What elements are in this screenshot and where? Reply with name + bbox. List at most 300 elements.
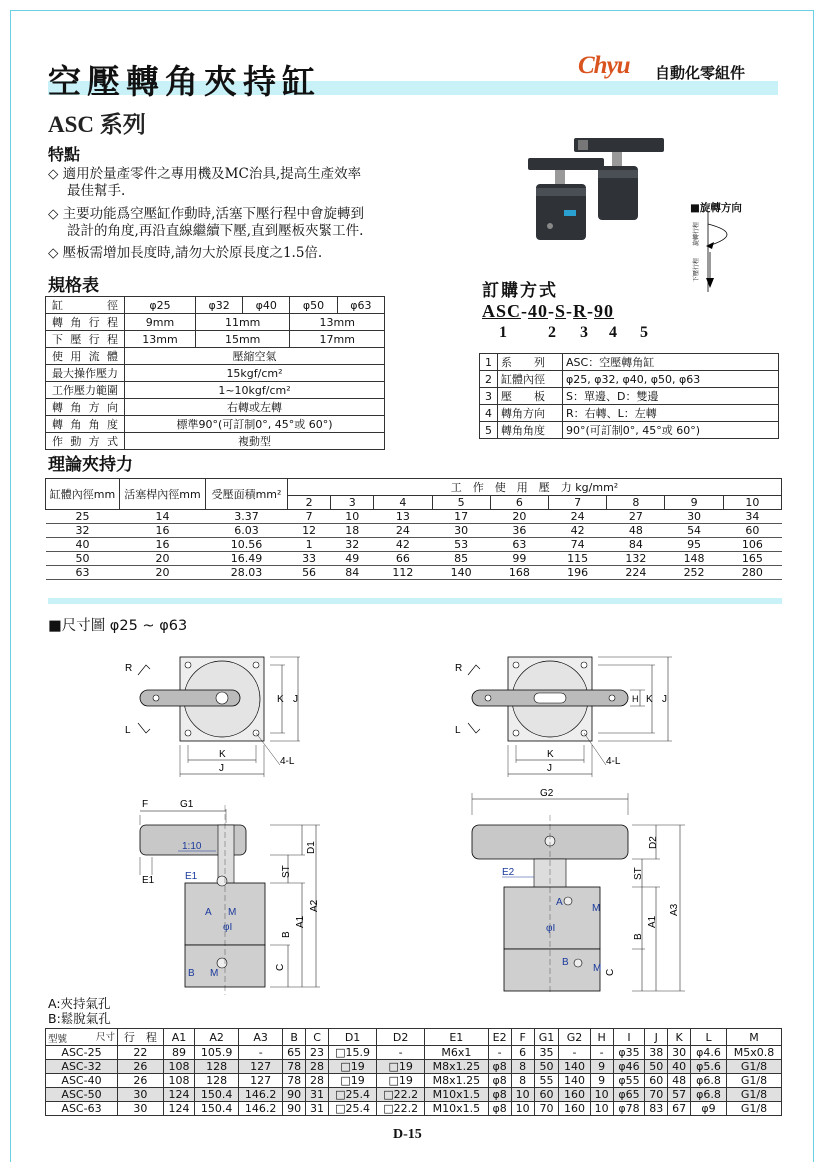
dims-cell: φ46 bbox=[613, 1060, 645, 1074]
force-cell: 16 bbox=[120, 524, 206, 538]
dim-K-label: K bbox=[646, 694, 653, 705]
force-body bbox=[46, 510, 782, 580]
force-pressure: 4 bbox=[374, 496, 432, 510]
feature-line: 設計的角度,再沿直線繼續下壓,直到壓板夾緊工件. bbox=[67, 223, 364, 239]
force-cell: 10 bbox=[331, 510, 374, 524]
feature-item-3 bbox=[48, 245, 322, 262]
force-cell: 148 bbox=[665, 552, 723, 566]
dims-cell: 48 bbox=[668, 1074, 691, 1088]
order-desc: S：單邊、D：雙邊 bbox=[563, 388, 779, 405]
dims-model: ASC-40 bbox=[46, 1074, 118, 1088]
dims-cell: 10 bbox=[511, 1088, 534, 1102]
force-cell: 13 bbox=[374, 510, 432, 524]
force-cell: 16.49 bbox=[206, 552, 288, 566]
dims-cell: M8x1.25 bbox=[425, 1060, 488, 1074]
force-cell: 165 bbox=[723, 552, 781, 566]
spec-label: 轉 角 角 度 bbox=[46, 416, 125, 433]
dims-row bbox=[46, 1074, 782, 1088]
dims-cell: G1/8 bbox=[726, 1088, 781, 1102]
dims-cell: M10x1.5 bbox=[425, 1102, 488, 1116]
spec-row bbox=[46, 348, 385, 365]
spec-label: 下 壓 行 程 bbox=[46, 331, 125, 348]
dims-cell: 10 bbox=[511, 1102, 534, 1116]
dim-ST-label: ST bbox=[633, 867, 644, 880]
dims-cell: 70 bbox=[534, 1102, 559, 1116]
force-cell: 7 bbox=[288, 510, 331, 524]
order-row bbox=[480, 405, 779, 422]
force-cell: 24 bbox=[548, 510, 606, 524]
force-cell: 1 bbox=[288, 538, 331, 552]
spec-label: 轉 角 行 程 bbox=[46, 314, 125, 331]
force-cell: 54 bbox=[665, 524, 723, 538]
spec-label: 工作壓力範圍 bbox=[46, 382, 125, 399]
dims-header-row bbox=[46, 1029, 782, 1046]
dims-cell: 150.4 bbox=[195, 1102, 239, 1116]
dims-cell: 31 bbox=[306, 1088, 329, 1102]
dim-4L-label: 4-L bbox=[606, 756, 621, 767]
dims-cell: - bbox=[377, 1046, 425, 1060]
dims-cell: 128 bbox=[195, 1074, 239, 1088]
force-row bbox=[46, 524, 782, 538]
order-code-number: 3 bbox=[580, 324, 588, 341]
order-code-sep: - bbox=[566, 301, 574, 321]
dims-cell: 28 bbox=[306, 1060, 329, 1074]
dims-cell: 26 bbox=[118, 1060, 164, 1074]
force-cell: 112 bbox=[374, 566, 432, 580]
dims-cell: 38 bbox=[645, 1046, 668, 1060]
force-cell: 14 bbox=[120, 510, 206, 524]
dims-cell: 108 bbox=[163, 1074, 194, 1088]
dim-E1-label: E1 bbox=[142, 875, 155, 886]
force-cell: 140 bbox=[432, 566, 490, 580]
dims-cell: 67 bbox=[668, 1102, 691, 1116]
bore-I-label: φI bbox=[546, 923, 556, 934]
port-M-label: M bbox=[228, 907, 237, 918]
order-desc: R：右轉、L：左轉 bbox=[563, 405, 779, 422]
dim-D2-label: D2 bbox=[648, 836, 659, 849]
series-title: ASC 系列 bbox=[48, 112, 146, 137]
dims-header: E1 bbox=[425, 1029, 488, 1046]
dims-cell: 160 bbox=[559, 1088, 590, 1102]
force-pressure: 9 bbox=[665, 496, 723, 510]
dims-cell: φ8 bbox=[488, 1102, 511, 1116]
dims-cell: 83 bbox=[645, 1102, 668, 1116]
order-desc: ASC：空壓轉角缸 bbox=[563, 354, 779, 371]
order-code-number: 2 bbox=[548, 324, 556, 341]
spec-label: 作 動 方 式 bbox=[46, 433, 125, 450]
dims-row bbox=[46, 1102, 782, 1116]
order-row bbox=[480, 388, 779, 405]
dims-cell: - bbox=[239, 1046, 283, 1060]
product-photo bbox=[520, 130, 670, 250]
dim-4L-label: 4-L bbox=[280, 756, 295, 767]
rotation-L-label: L bbox=[455, 725, 461, 736]
section-divider bbox=[48, 598, 782, 604]
force-heading: 理論夾持力 bbox=[48, 455, 133, 475]
spec-cell: 複動型 bbox=[125, 433, 385, 450]
order-code-number: 4 bbox=[609, 324, 617, 341]
order-no: 4 bbox=[480, 405, 498, 422]
dims-header: C bbox=[306, 1029, 329, 1046]
force-cell: 60 bbox=[723, 524, 781, 538]
dims-cell: 70 bbox=[645, 1088, 668, 1102]
spec-label: 缸 徑 bbox=[46, 297, 125, 314]
dims-cell: 124 bbox=[163, 1088, 194, 1102]
dims-cell: 150.4 bbox=[195, 1088, 239, 1102]
taper-label: 1:10 bbox=[182, 841, 202, 852]
dims-cell: 127 bbox=[239, 1074, 283, 1088]
feature-item-2 bbox=[48, 206, 364, 240]
order-item: 缸體內徑 bbox=[498, 371, 563, 388]
order-item: 轉角方向 bbox=[498, 405, 563, 422]
dims-cell: - bbox=[590, 1046, 613, 1060]
dims-cell: 90 bbox=[283, 1102, 306, 1116]
port-legend bbox=[48, 996, 111, 1026]
force-cell: 66 bbox=[374, 552, 432, 566]
dim-K-label: K bbox=[219, 749, 226, 760]
rotate-stroke-label: 旋轉行程 bbox=[694, 221, 700, 247]
spec-row bbox=[46, 297, 385, 314]
dims-cell: 30 bbox=[118, 1102, 164, 1116]
feature-line: ◇ 適用於量產零件之專用機及MC治具,提高生產效率 bbox=[48, 166, 362, 182]
force-cell: 20 bbox=[490, 510, 548, 524]
dims-cell: 28 bbox=[306, 1074, 329, 1088]
force-cell: 49 bbox=[331, 552, 374, 566]
dims-cell: 23 bbox=[306, 1046, 329, 1060]
force-cell: 20 bbox=[120, 552, 206, 566]
order-code-number: 1 bbox=[499, 324, 507, 341]
order-table bbox=[479, 353, 779, 439]
force-cell: 16 bbox=[120, 538, 206, 552]
spec-row bbox=[46, 433, 385, 450]
drawing-heading: ■尺寸圖 φ25 ~ φ63 bbox=[48, 618, 188, 634]
dims-cell: M10x1.5 bbox=[425, 1088, 488, 1102]
force-table bbox=[45, 478, 782, 580]
dims-cell: G1/8 bbox=[726, 1060, 781, 1074]
dim-G2-label: G2 bbox=[540, 788, 554, 799]
dim-J-label: J bbox=[219, 763, 224, 774]
dims-cell: □19 bbox=[329, 1060, 377, 1074]
page-title: 空壓轉角夾持缸 bbox=[48, 62, 321, 101]
dim-E1-label: E1 bbox=[185, 871, 198, 882]
legend-item: A:夾持氣孔 bbox=[48, 996, 111, 1011]
order-code-numbers bbox=[482, 324, 682, 344]
spec-cell: φ25 bbox=[125, 297, 196, 314]
force-cell: 53 bbox=[432, 538, 490, 552]
dims-cell: 35 bbox=[534, 1046, 559, 1060]
spec-cell: 17mm bbox=[290, 331, 385, 348]
force-col-area: 受壓面積mm² bbox=[206, 479, 288, 510]
dim-A3-label: A3 bbox=[669, 903, 680, 916]
dims-header: G1 bbox=[534, 1029, 559, 1046]
force-cell: 84 bbox=[331, 566, 374, 580]
force-cell: 106 bbox=[723, 538, 781, 552]
dims-cell: 50 bbox=[645, 1060, 668, 1074]
dims-cell: 31 bbox=[306, 1102, 329, 1116]
force-pressure: 3 bbox=[331, 496, 374, 510]
force-cell: 168 bbox=[490, 566, 548, 580]
spec-row bbox=[46, 331, 385, 348]
dims-header: G2 bbox=[559, 1029, 590, 1046]
rotation-label: ■旋轉方向 bbox=[690, 202, 742, 214]
dims-cell: 30 bbox=[118, 1088, 164, 1102]
dim-K-label: K bbox=[277, 694, 284, 705]
force-cell: 280 bbox=[723, 566, 781, 580]
spec-cell: 15mm bbox=[195, 331, 289, 348]
dims-header: I bbox=[613, 1029, 645, 1046]
rotation-R-label: R bbox=[455, 663, 463, 674]
order-item: 系 列 bbox=[498, 354, 563, 371]
force-col-bore: 缸體內徑mm bbox=[46, 479, 120, 510]
dim-C-label: C bbox=[605, 968, 616, 976]
order-code-number: 5 bbox=[640, 324, 648, 341]
side-view-double bbox=[460, 785, 700, 995]
dims-header: H bbox=[590, 1029, 613, 1046]
spec-label: 最大操作壓力 bbox=[46, 365, 125, 382]
order-code-part: 40 bbox=[528, 301, 549, 321]
spec-row bbox=[46, 416, 385, 433]
dims-cell: φ6.8 bbox=[691, 1074, 727, 1088]
force-cell: 63 bbox=[490, 538, 548, 552]
force-cell: 50 bbox=[46, 552, 120, 566]
spec-heading: 規格表 bbox=[48, 276, 99, 296]
force-cell: 25 bbox=[46, 510, 120, 524]
dims-model: ASC-50 bbox=[46, 1088, 118, 1102]
dims-header: A3 bbox=[239, 1029, 283, 1046]
dims-header: B bbox=[283, 1029, 306, 1046]
port-M-label: M bbox=[210, 968, 219, 979]
dims-corner-size: 尺寸 bbox=[95, 1032, 115, 1043]
dim-G1-label: G1 bbox=[180, 799, 194, 810]
dims-header: K bbox=[668, 1029, 691, 1046]
order-no: 3 bbox=[480, 388, 498, 405]
dims-cell: 90 bbox=[283, 1088, 306, 1102]
order-code bbox=[482, 301, 614, 322]
force-cell: 28.03 bbox=[206, 566, 288, 580]
dims-cell: φ8 bbox=[488, 1074, 511, 1088]
force-cell: 56 bbox=[288, 566, 331, 580]
dim-B-label: B bbox=[281, 931, 292, 938]
dims-cell: 22 bbox=[118, 1046, 164, 1060]
spec-cell: 標準90°(可訂制0°, 45°或 60°) bbox=[125, 416, 385, 433]
port-M-label: M bbox=[592, 903, 601, 914]
force-cell: 30 bbox=[432, 524, 490, 538]
order-desc: 90°(可訂制0°, 45°或 60°) bbox=[563, 422, 779, 439]
dim-C-label: C bbox=[275, 963, 286, 971]
spec-label: 轉 角 方 向 bbox=[46, 399, 125, 416]
dims-cell: 50 bbox=[534, 1060, 559, 1074]
dims-cell: 60 bbox=[645, 1074, 668, 1088]
force-row bbox=[46, 510, 782, 524]
dims-model: ASC-32 bbox=[46, 1060, 118, 1074]
dims-cell: φ4.6 bbox=[691, 1046, 727, 1060]
port-A-label: A bbox=[556, 897, 563, 908]
order-item: 壓 板 bbox=[498, 388, 563, 405]
force-cell: 99 bbox=[490, 552, 548, 566]
dims-cell: □22.2 bbox=[377, 1102, 425, 1116]
port-B-label: B bbox=[562, 957, 569, 968]
order-item: 轉角角度 bbox=[498, 422, 563, 439]
dim-E2-label: E2 bbox=[502, 867, 515, 878]
dims-header: F bbox=[511, 1029, 534, 1046]
spec-row bbox=[46, 365, 385, 382]
dims-model: ASC-63 bbox=[46, 1102, 118, 1116]
dims-cell: 78 bbox=[283, 1074, 306, 1088]
dims-cell: φ65 bbox=[613, 1088, 645, 1102]
dims-header: 行 程 bbox=[118, 1029, 164, 1046]
dims-cell: 146.2 bbox=[239, 1088, 283, 1102]
dims-cell: G1/8 bbox=[726, 1074, 781, 1088]
order-desc: φ25, φ32, φ40, φ50, φ63 bbox=[563, 371, 779, 388]
force-cell: 3.37 bbox=[206, 510, 288, 524]
feature-item-1 bbox=[48, 166, 361, 200]
dims-cell: φ55 bbox=[613, 1074, 645, 1088]
force-cell: 84 bbox=[607, 538, 665, 552]
force-cell: 6.03 bbox=[206, 524, 288, 538]
dims-cell: M8x1.25 bbox=[425, 1074, 488, 1088]
dims-cell: □25.4 bbox=[329, 1088, 377, 1102]
dims-cell: - bbox=[559, 1046, 590, 1060]
force-row bbox=[46, 538, 782, 552]
dims-cell: □22.2 bbox=[377, 1088, 425, 1102]
dims-cell: 40 bbox=[668, 1060, 691, 1074]
dims-cell: 10 bbox=[590, 1088, 613, 1102]
order-heading: 訂購方式 bbox=[482, 281, 558, 301]
spec-cell: 13mm bbox=[125, 331, 196, 348]
force-pressure: 6 bbox=[490, 496, 548, 510]
dim-A1-label: A1 bbox=[647, 915, 658, 928]
rotation-diagram bbox=[686, 212, 756, 296]
force-cell: 20 bbox=[120, 566, 206, 580]
order-no: 1 bbox=[480, 354, 498, 371]
dims-cell: 30 bbox=[668, 1046, 691, 1060]
dims-cell: 128 bbox=[195, 1060, 239, 1074]
order-code-sep: - bbox=[521, 301, 529, 321]
order-code-sep: - bbox=[587, 301, 595, 321]
dims-cell: 140 bbox=[559, 1074, 590, 1088]
dims-cell: φ9 bbox=[691, 1102, 727, 1116]
force-cell: 85 bbox=[432, 552, 490, 566]
spec-row bbox=[46, 399, 385, 416]
dim-H-label: H bbox=[632, 694, 639, 704]
dim-D1-label: D1 bbox=[306, 841, 317, 854]
spec-cell: 13mm bbox=[290, 314, 385, 331]
dims-row bbox=[46, 1046, 782, 1060]
force-cell: 132 bbox=[607, 552, 665, 566]
dims-cell: 6 bbox=[511, 1046, 534, 1060]
force-cell: 30 bbox=[665, 510, 723, 524]
dims-header: A1 bbox=[163, 1029, 194, 1046]
dims-cell: φ5.6 bbox=[691, 1060, 727, 1074]
dims-header: D2 bbox=[377, 1029, 425, 1046]
dims-body bbox=[46, 1046, 782, 1116]
force-pressure: 10 bbox=[723, 496, 781, 510]
dims-row bbox=[46, 1060, 782, 1074]
dim-F-label: F bbox=[142, 799, 149, 810]
force-cell: 42 bbox=[548, 524, 606, 538]
force-row bbox=[46, 552, 782, 566]
spec-cell: 1~10kgf/cm² bbox=[125, 382, 385, 399]
dims-cell: 108 bbox=[163, 1060, 194, 1074]
dims-cell: M6x1 bbox=[425, 1046, 488, 1060]
force-cell: 27 bbox=[607, 510, 665, 524]
force-cell: 33 bbox=[288, 552, 331, 566]
dims-cell: □19 bbox=[329, 1074, 377, 1088]
spec-cell: φ40 bbox=[243, 297, 290, 314]
force-cell: 10.56 bbox=[206, 538, 288, 552]
dims-cell: 127 bbox=[239, 1060, 283, 1074]
force-cell: 17 bbox=[432, 510, 490, 524]
feature-line: 最佳幫手. bbox=[67, 183, 126, 199]
dims-cell: - bbox=[488, 1046, 511, 1060]
spec-cell: φ63 bbox=[337, 297, 384, 314]
spec-cell: 右轉或左轉 bbox=[125, 399, 385, 416]
top-view-double bbox=[450, 645, 680, 780]
dims-cell: □25.4 bbox=[329, 1102, 377, 1116]
force-cell: 196 bbox=[548, 566, 606, 580]
dims-cell: 10 bbox=[590, 1102, 613, 1116]
dims-cell: □15.9 bbox=[329, 1046, 377, 1060]
dims-cell: 60 bbox=[534, 1088, 559, 1102]
order-row bbox=[480, 354, 779, 371]
page-number: D-15 bbox=[393, 1127, 422, 1142]
dims-cell: M5x0.8 bbox=[726, 1046, 781, 1060]
force-cell: 74 bbox=[548, 538, 606, 552]
dims-corner-model: 型號 bbox=[48, 1034, 68, 1045]
dims-cell: □19 bbox=[377, 1060, 425, 1074]
force-cell: 95 bbox=[665, 538, 723, 552]
force-pressure: 2 bbox=[288, 496, 331, 510]
spec-cell: 15kgf/cm² bbox=[125, 365, 385, 382]
port-A-label: A bbox=[205, 907, 212, 918]
force-cell: 63 bbox=[46, 566, 120, 580]
dims-header: D1 bbox=[329, 1029, 377, 1046]
force-cell: 36 bbox=[490, 524, 548, 538]
force-row bbox=[46, 566, 782, 580]
dims-cell: φ6.8 bbox=[691, 1088, 727, 1102]
force-pressure: 7 bbox=[548, 496, 606, 510]
dim-A2-label: A2 bbox=[309, 899, 320, 912]
feature-line: ◇ 主要功能爲空壓缸作動時,活塞下壓行程中會旋轉到 bbox=[48, 206, 364, 222]
dim-J-label: J bbox=[547, 763, 552, 774]
dims-cell: φ8 bbox=[488, 1088, 511, 1102]
dims-cell: 9 bbox=[590, 1074, 613, 1088]
dims-cell: 146.2 bbox=[239, 1102, 283, 1116]
dim-J-label: J bbox=[293, 694, 298, 705]
force-col-rod: 活塞桿內徑mm bbox=[120, 479, 206, 510]
force-cell: 32 bbox=[46, 524, 120, 538]
dim-ST-label: ST bbox=[281, 865, 292, 878]
spec-cell: φ50 bbox=[290, 297, 337, 314]
force-cell: 115 bbox=[548, 552, 606, 566]
order-no: 2 bbox=[480, 371, 498, 388]
force-cell: 252 bbox=[665, 566, 723, 580]
spec-cell: 11mm bbox=[195, 314, 289, 331]
dims-cell: 124 bbox=[163, 1102, 194, 1116]
order-row bbox=[480, 371, 779, 388]
dims-cell: φ78 bbox=[613, 1102, 645, 1116]
dims-cell: 105.9 bbox=[195, 1046, 239, 1060]
order-row bbox=[480, 422, 779, 439]
force-pressure: 8 bbox=[607, 496, 665, 510]
dims-header: L bbox=[691, 1029, 727, 1046]
dims-cell: G1/8 bbox=[726, 1102, 781, 1116]
spec-table bbox=[45, 296, 385, 450]
bore-I-label: φI bbox=[223, 922, 233, 933]
dims-cell: 55 bbox=[534, 1074, 559, 1088]
spec-row bbox=[46, 382, 385, 399]
dim-B-label: B bbox=[633, 933, 644, 940]
